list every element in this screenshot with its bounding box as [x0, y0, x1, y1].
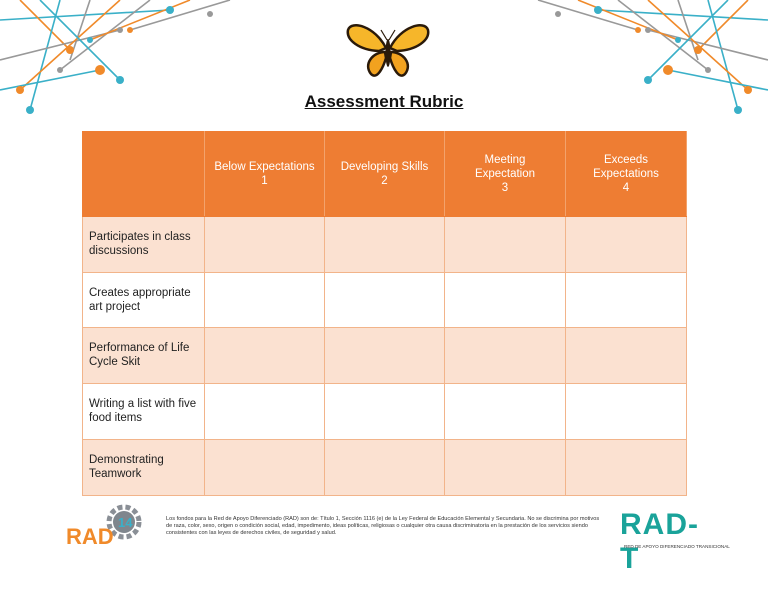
criterion-cell: Performance of Life Cycle Skit [83, 328, 205, 384]
score-cell [445, 217, 566, 273]
score-cell [205, 440, 325, 496]
score-cell [205, 328, 325, 384]
score-cell [566, 440, 687, 496]
butterfly-icon [345, 20, 431, 80]
criterion-cell: Writing a list with five food items [83, 384, 205, 440]
header-exceeds-expectations: Exceeds Expectations 4 [566, 132, 687, 217]
score-cell [566, 328, 687, 384]
score-cell [445, 328, 566, 384]
score-cell [566, 384, 687, 440]
table-row [83, 217, 687, 273]
score-cell [445, 273, 566, 328]
table-row [83, 384, 687, 440]
score-cell [205, 384, 325, 440]
header-row [83, 132, 687, 217]
header-criteria [83, 132, 205, 217]
header-below-expectations: Below Expectations 1 [205, 132, 325, 217]
score-cell [325, 328, 445, 384]
score-cell [325, 384, 445, 440]
score-cell [445, 440, 566, 496]
header-developing-skills: Developing Skills 2 [325, 132, 445, 217]
criterion-cell: Participates in class discussions [83, 217, 205, 273]
rad14-logo [66, 504, 148, 548]
score-cell [566, 273, 687, 328]
rad14-logo-number: 14 [118, 515, 133, 530]
funding-disclaimer: Los fondos para la Red de Apoyo Diferenciado (RAD) son de: Título 1, Sección 1116 (e) de la Ley Federal de Educación Elemental y Secundaria. No se discrimina por motivos de raza, color, sexo, origen o condición social, edad, impedimento, ideas políticas, religiosas o cualquier otra causa discriminatoria en la prestación de los servicios siendo consistentes con las leyes de derechos civiles, de seguridad y salud. [166, 516, 600, 537]
table-row [83, 440, 687, 496]
table-row [83, 328, 687, 384]
rad-t-logo-subtitle: RED DE APOYO DIFERENCIADO TRANSICIONAL [624, 544, 730, 549]
assessment-rubric-table [82, 131, 687, 496]
score-cell [325, 440, 445, 496]
rad14-logo-text: RAD [66, 524, 114, 548]
criterion-cell: Creates appropriate art project [83, 273, 205, 328]
table-row [83, 273, 687, 328]
score-cell [325, 273, 445, 328]
score-cell [205, 217, 325, 273]
rad-t-logo [620, 508, 730, 575]
score-cell [566, 217, 687, 273]
rad-t-logo-text: RAD-T [620, 508, 699, 575]
score-cell [325, 217, 445, 273]
header-meeting-expectation: Meeting Expectation 3 [445, 132, 566, 217]
score-cell [205, 273, 325, 328]
criterion-cell: Demonstrating Teamwork [83, 440, 205, 496]
score-cell [445, 384, 566, 440]
page-title: Assessment Rubric [304, 92, 464, 111]
